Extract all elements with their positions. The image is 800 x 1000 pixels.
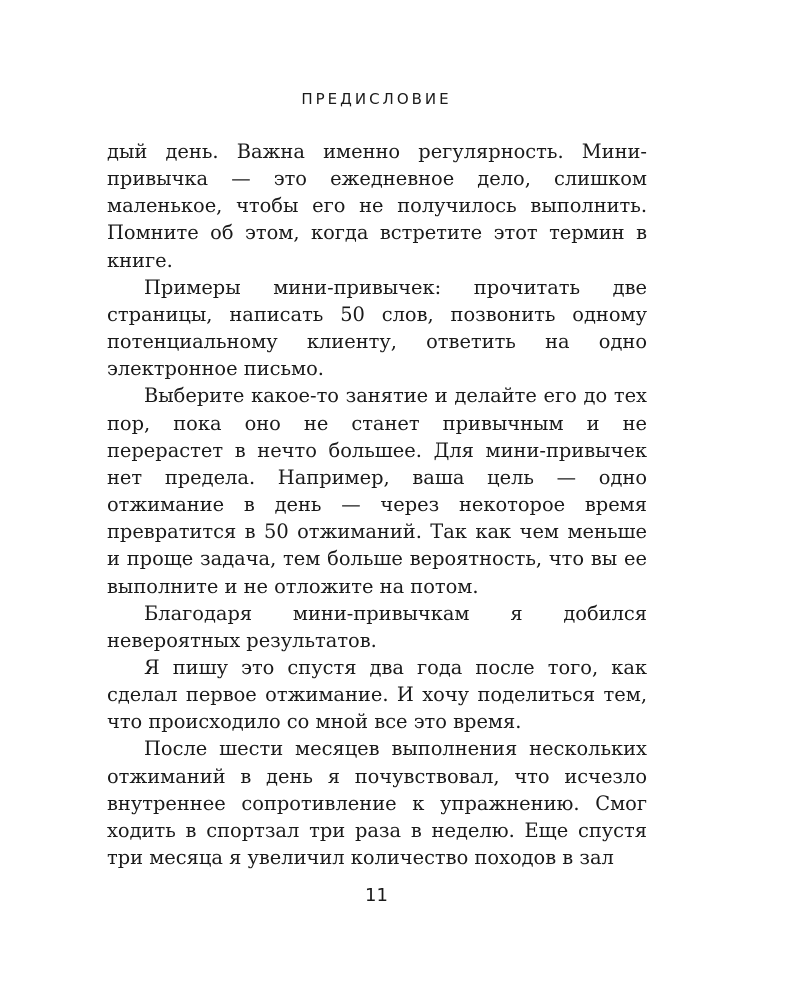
- paragraph: Благодаря мини-привычкам я добился невероятных результатов.: [107, 601, 647, 652]
- paragraph: После шести месяцев выполнения нескольких отжиманий в день я почувствовал, что исчезло внутреннее сопротивление к упражнению. Смог ходить в спортзал три раза в неделю. Еще спустя три месяца я увеличил количество походов в зал: [107, 737, 647, 870]
- paragraph: Примеры мини-привычек: прочитать две страницы, написать 50 слов, позвонить одному потенциальному клиенту, ответить на одно электронное письмо.: [107, 275, 647, 381]
- paragraph: Я пишу это спустя два года после того, как сделал первое отжимание. И хочу поделиться тем, что происходило со мной все это время.: [107, 655, 647, 734]
- paragraph: Выберите какое-то занятие и делайте его до тех пор, пока оно не станет привычным и не перерастет в нечто большее. Для мини-привычек нет предела. Например, ваша цель — одно отжимание в день — через некоторое время превратится в 50 отжиманий. Так как чем меньше и проще задача, тем больше вероятность, что вы ее выполните и не отложите на потом.: [107, 384, 647, 598]
- running-head: ПРЕДИСЛОВИЕ: [301, 90, 452, 108]
- paragraph: дый день. Важна именно регулярность. Мини-привычка — это ежедневное дело, слишком маленькое, чтобы его не получилось выполнить. Помните об этом, когда встретите этот термин в книге.: [107, 140, 647, 272]
- body-text: [107, 138, 647, 871]
- page-number: 11: [365, 885, 388, 906]
